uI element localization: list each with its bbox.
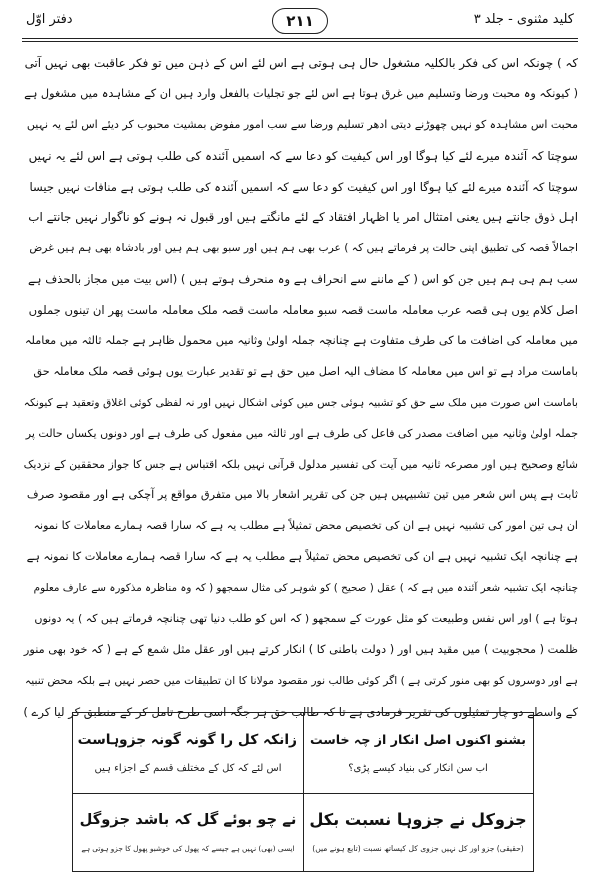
text-line: باماست مراد ہے تو اس میں معاملہ کا مضاف الیہ اصل میں حق ہے تو تقدیر عبارت یوں ہوئی قصہ ملک معاملہ حق [33, 364, 578, 378]
page-number: ۲۱۱ [272, 8, 328, 34]
verse-line: جزوکل نے جزوہا نسبت بکل [309, 810, 527, 829]
text-line: ان ہی تین امور کی تشبیہ نہیں ہے ان کی تخصیص محض تمثیلاً ہے مطلب یہ ہے کہ سارا قصہ ہمارے معاملات کا نمونہ [33, 519, 578, 533]
text-line: اجمالاً قصہ کی تطبیق اپنی حالت پر فرماتے ہیں کہ ) عرب بھی ہم ہیں اور سبو بھی ہم ہیں اور بادشاہ بھی ہم ہیں غرض [29, 241, 578, 255]
verse-line: بشنو اکنوں اصل انکار از چہ خاست [310, 732, 526, 747]
text-line: ( کیونکہ وہ محبت ورضا وتسلیم میں غرق ہوتا ہے اس لئے جو تجلیات بالفعل وارد ہیں ان کے مشاہدہ میں مشغول ہے [24, 86, 578, 100]
text-line: کے واسطے دو چار تمثیلوں کی تقریر فرمادی ہے تا کہ طالب حق ہر جگہ اسی طرح تامل کر کے منطبق کر لیا کرے ) [23, 704, 578, 719]
verse-cell [303, 713, 533, 793]
page-header [22, 8, 578, 36]
text-line: ہے چنانچہ ایک تشبیہ نہیں ہے ان کی تخصیص محض تمثیلاً ہے مطلب یہ ہے کہ سارا قصہ ہمارے معاملات کا نمونہ ہے [26, 550, 578, 564]
text-line: جملہ اولیٰ وثانیہ میں اضافت مصدر کی فاعل کی طرف ہے اور ثالثہ میں مفعول کی طرف ہے اور دونوں یکساں حالت پر [25, 426, 578, 440]
text-line: ہے اور دوسروں کو بھی منور کرتی ہے ) اگر کوئی طالب نور مقصود مولانا کا ان تطبیقات میں حصر نہیں ہے بلکہ محض تنبیہ [25, 673, 578, 687]
verse-cell [73, 713, 303, 793]
text-line: سوچتا کہ آئندہ میرے لئے کیا ہوگا اور اس کیفیت کو دعا سے کہ اسمیں آئندہ کی طلب ہوتی ہے اس لئے یہ نہیں [28, 148, 578, 163]
header-rule-double [22, 41, 578, 42]
verse-line: زانکہ کل را گونہ گونہ جزوہاست [77, 732, 297, 748]
text-line: باماست اس صورت میں ملک سے حق کو تشبیہ ہوئی جس میں کوئی اشکال نہیں اور نہ لفظی کوئی اغلاق وتعقید ہے کیونکہ [23, 395, 578, 409]
text-line: میں معاملہ کی اضافت ما کی طرف متفاوت ہے چنانچہ جملہ اولیٰ وثانیہ میں محمول ظاہر ہے جملہ ثالثہ میں معاملہ [24, 334, 578, 348]
commentary-text [22, 48, 578, 728]
verse-translation: اب سن انکار کی بنیاد کیسے پڑی؟ [348, 763, 488, 774]
text-line: اصل کلام یوں ہی قصہ عرب معاملہ ماست قصہ سبو معاملہ ماست قصہ ملک معاملہ ماست پھر ان تینوں جملوں [28, 303, 578, 318]
running-title: کلید مثنوی - جلد ۳ [473, 12, 574, 27]
section-title: دفتر اوّل [26, 12, 73, 27]
verse-cell [73, 793, 303, 873]
verse-table [72, 712, 534, 872]
text-line: ظلمت ( محجوبیت ) میں مقید ہیں اور ( دولت باطنی کا ) انکار کرتے ہیں اور عقل مثل شمع کے ہے ( کہ خود بھی منور [23, 642, 578, 656]
text-line: سوچتا کہ آئندہ میرے لئے کیا ہوگا اور اس کیفیت کو دعا سے کہ اسمیں آئندہ کی طلب ہوتی ہے منافات نہیں جیسا [29, 179, 578, 194]
text-line: اہل ذوق جانتے ہیں یعنی امتثال امر یا اظہار افتقاد کے لئے مانگتے ہیں اور قبول نہ ہونے کو ناگوار نہیں جانتے اب [28, 210, 578, 225]
verse-cell [303, 793, 533, 873]
text-line: ثابت ہے پس اس شعر میں تین تشبیہیں ہیں جن کی تقریر اشعار بالا میں متفرق مواقع پر آچکی ہے اور مقصود صرف [26, 488, 578, 502]
text-line: کہ ) چونکہ اس کی فکر بالکلیہ مشغول حال ہی ہوتی ہے اس لئے اس کے ذہن میں تو فکر عاقبت بھی نہیں آتی [24, 56, 578, 70]
verse-translation: (حقیقی) جزو اور کل نہیں جزوی کل کیساتھ نسبت (تابع ہونے میں) [312, 844, 524, 853]
text-line: شائع وصحیح ہیں اور مصرعہ ثانیہ میں آیت کی تفسیر مدلول قرآنی نہیں بلکہ اقتباس ہے جس کا جواز محققین کے نزدیک [23, 457, 578, 471]
text-line: سب ہم ہی ہم ہیں جن کو اس ( کے ماننے سے انحراف ہے وہ منحرف ہوتے ہیں ) (اس بیت میں مجاز بالحذف ہے [27, 272, 578, 287]
header-rule [22, 38, 578, 39]
text-line: چنانچہ ایک تشبیہ شعر آئندہ میں ہے کہ ) عقل ( صحیح ) کو شوہر کی مثال سمجھو ( کہ وہ مناظرہ مذکورہ سے عارف معلوم [33, 582, 578, 595]
text-line: ہوتا ہے ) اور اس نفس وطبیعت کو مثل عورت کے سمجھو ( کہ اس کو طلب دنیا تھی چنانچہ فرماتے ہیں کہ ) یہ دونوں [34, 612, 578, 626]
text-line: محبت اس مشاہدہ کو نہیں چھوڑنے دیتی ادھر تسلیم ورضا سے سب امور مفوض بمشیت محبوب کر دیئے اس لئے یہ نہیں [26, 117, 578, 131]
verse-line: نے چو بوئے گل کہ باشد جزوگل [79, 811, 297, 828]
verse-translation: اس لئے کہ کل کے مختلف قسم کے اجزاء ہیں [94, 763, 282, 774]
verse-translation: ایسی (بھی) نہیں ہے جیسے کہ پھول کی خوشبو پھول کا جزو ہوتی ہے [81, 844, 295, 853]
